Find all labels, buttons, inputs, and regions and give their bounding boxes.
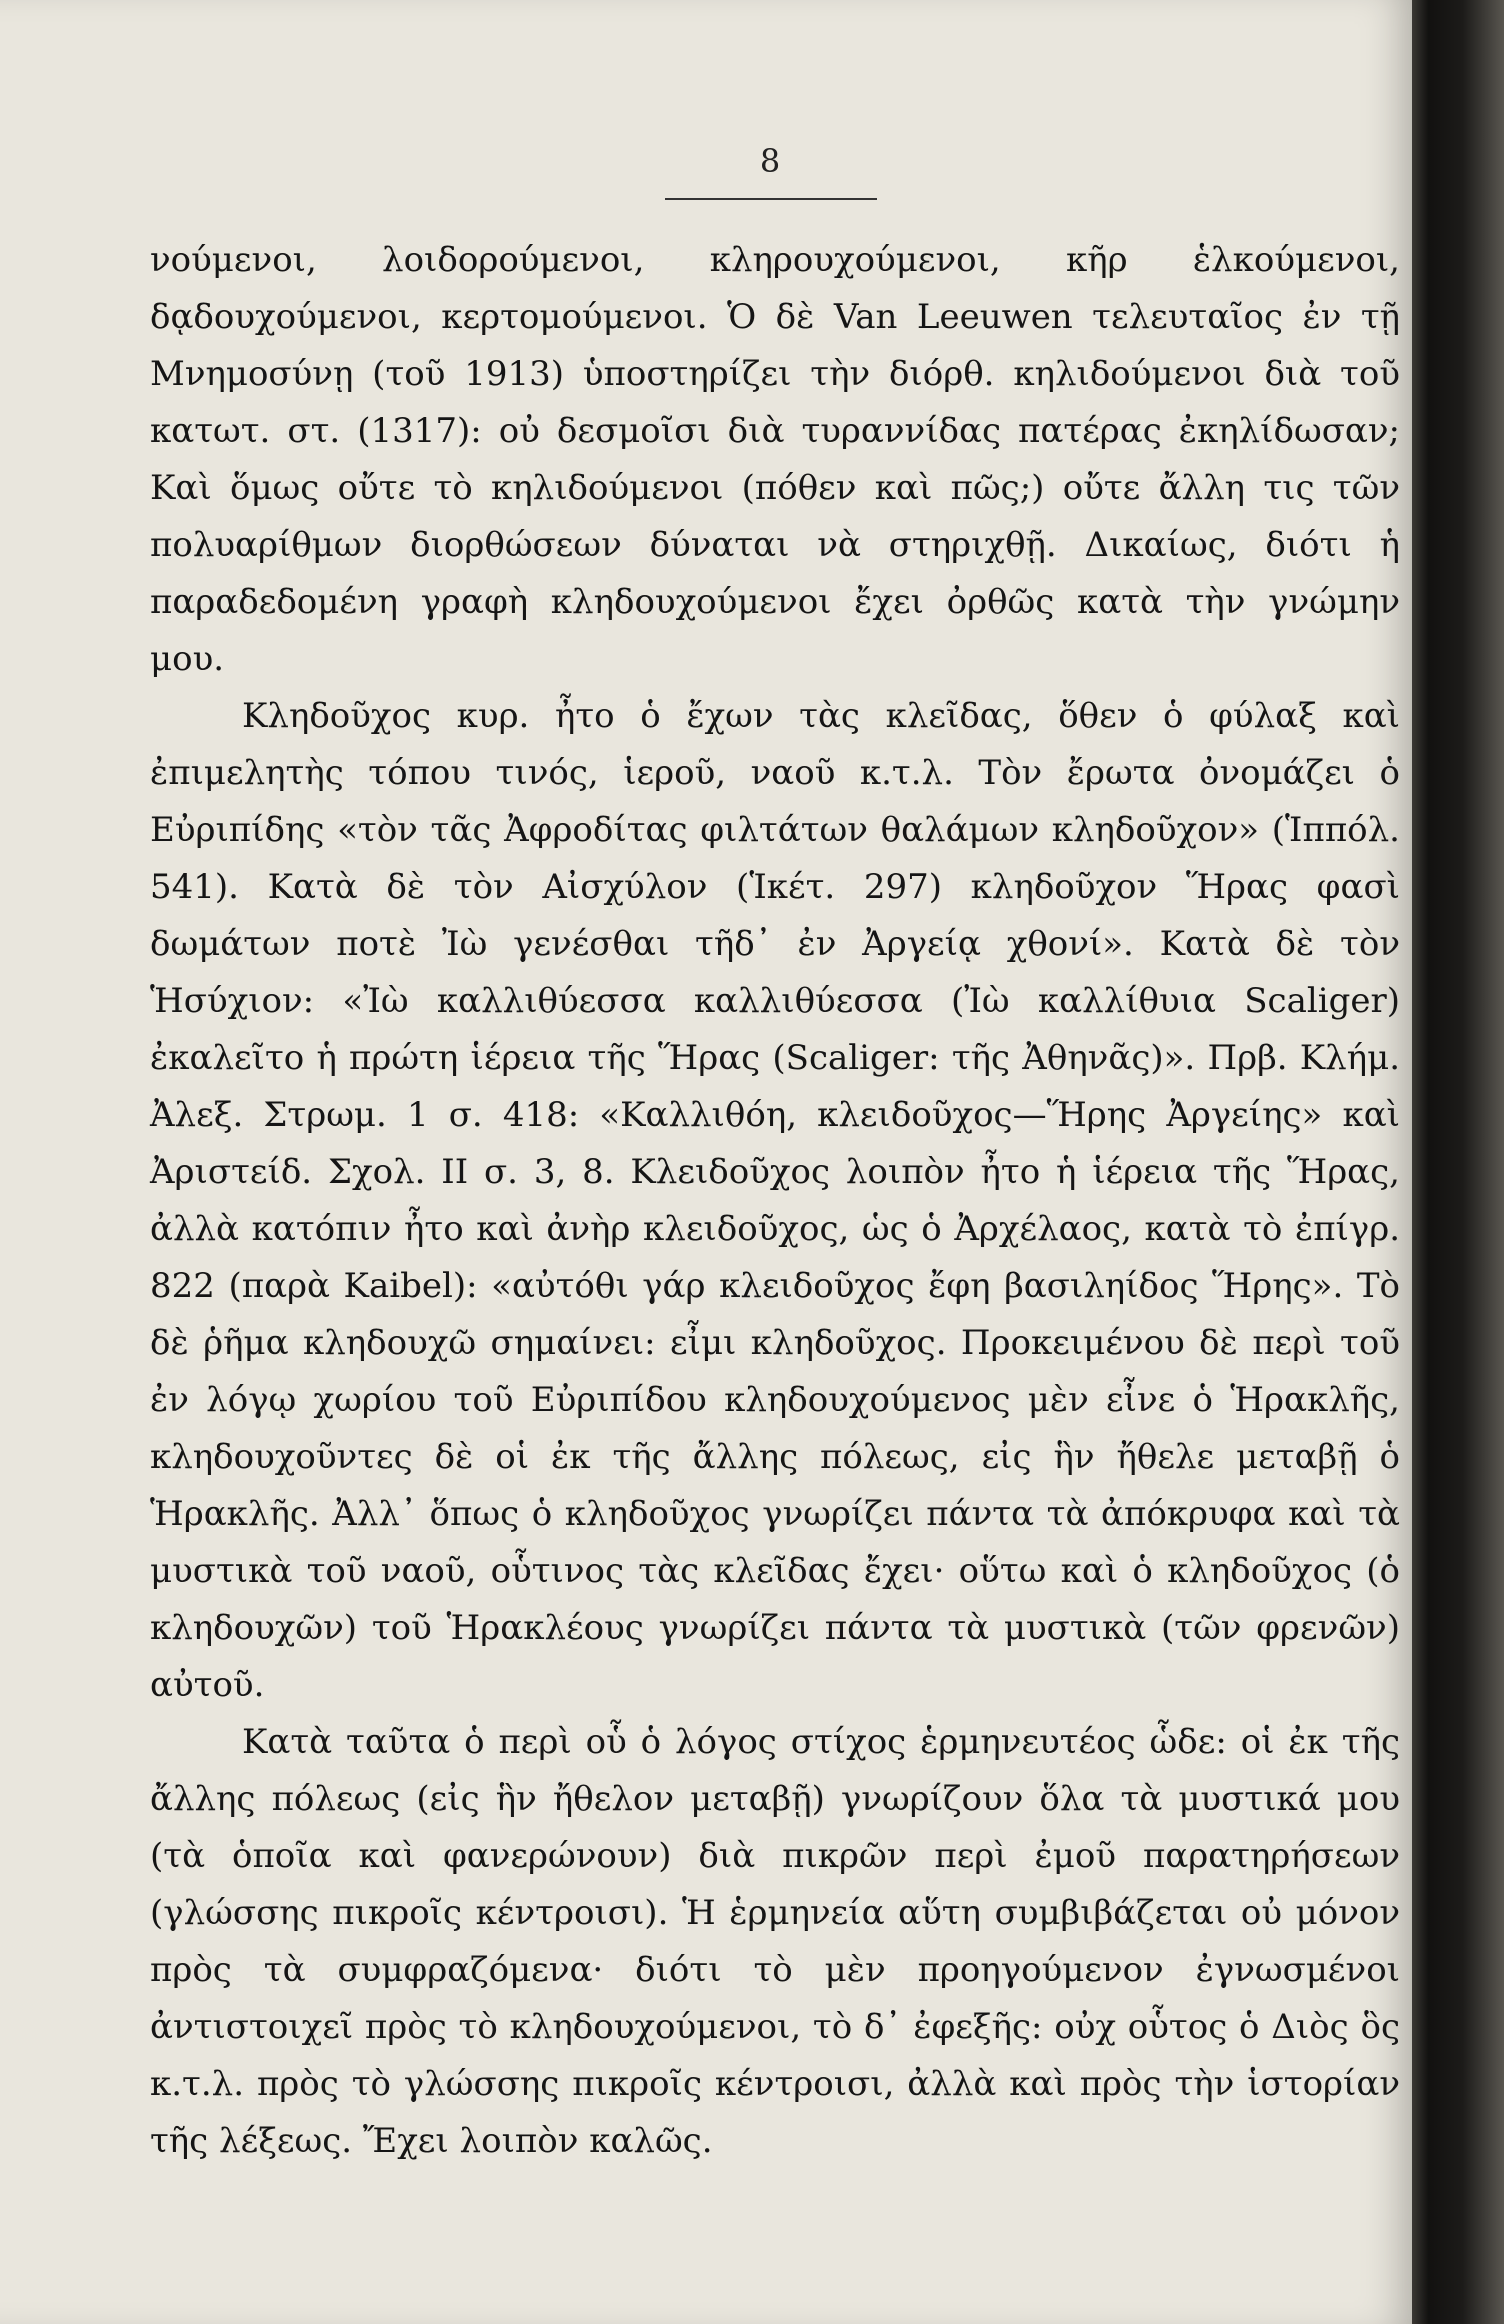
body-text bbox=[150, 232, 1400, 2170]
header-rule bbox=[665, 198, 877, 200]
paragraph-3: Κατὰ ταῦτα ὁ περὶ οὗ ὁ λόγος στίχος ἑρμηνευτέος ὧδε: οἱ ἐκ τῆς ἄλλης πόλεως (εἰς ἣν ἤθελον μεταβῇ) γνωρίζουν ὅλα τὰ μυστικά μου (τὰ ὁποῖα καὶ φανερώνουν) διὰ πικρῶν περὶ ἐμοῦ παρατηρήσεων (γλώσσης πικροῖς κέντροισι). Ἡ ἑρμηνεία αὕτη συμβιβάζεται οὐ μόνον πρὸς τὰ συμφραζόμενα· διότι τὸ μὲν προηγούμενον ἐγνωσμένοι ἀντιστοιχεῖ πρὸς τὸ κληδουχούμενοι, τὸ δ᾽ ἐφεξῆς: οὐχ οὗτος ὁ Διὸς ὃς κ.τ.λ. πρὸς τὸ γλώσσης πικροῖς κέντροισι, ἀλλὰ καὶ πρὸς τὴν ἱστορίαν τῆς λέξεως. Ἔχει λοιπὸν καλῶς. bbox=[150, 1722, 1400, 2161]
paragraph-1: νούμενοι, λοιδορούμενοι, κληρουχούμενοι, κῆρ ἑλκούμενοι, δᾳδουχούμενοι, κερτομούμενοι. Ὁ δὲ Van Leeuwen τελευταῖος ἐν τῇ Μνημοσύνῃ (τοῦ 1913) ὑποστηρίζει τὴν διόρθ. κηλιδούμενοι διὰ τοῦ κατωτ. στ. (1317): οὐ δεσμοῖσι διὰ τυραννίδας πατέρας ἐκηλίδωσαν; Καὶ ὅμως οὔτε τὸ κηλιδούμενοι (πόθεν καὶ πῶς;) οὔτε ἄλλη τις τῶν πολυαρίθμων διορθώσεων δύναται νὰ στηριχθῇ. Δικαίως, διότι ἡ παραδεδομένη γραφὴ κληδουχούμενοι ἔχει ὀρθῶς κατὰ τὴν γνώμην μου. bbox=[150, 240, 1400, 679]
book-spine-shadow bbox=[1412, 0, 1504, 2324]
paragraph-2: Κληδοῦχος κυρ. ἦτο ὁ ἔχων τὰς κλεῖδας, ὅθεν ὁ φύλαξ καὶ ἐπιμελητὴς τόπου τινός, ἱεροῦ, ναοῦ κ.τ.λ. Τὸν ἔρωτα ὀνομάζει ὁ Εὐριπίδης «τὸν τᾶς Ἀφροδίτας φιλτάτων θαλάμων κληδοῦχον» (Ἱππόλ. 541). Κατὰ δὲ τὸν Αἰσχύλον (Ἱκέτ. 297) κληδοῦχον Ἥρας φασὶ δωμάτων ποτὲ Ἰὼ γενέσθαι τῆδ᾽ ἐν Ἀργείᾳ χθονί». Κατὰ δὲ τὸν Ἡσύχιον: «Ἰὼ καλλιθύεσσα καλλιθύεσσα (Ἰὼ καλλίθυια Scaliger) ἐκαλεῖτο ἡ πρώτη ἱέρεια τῆς Ἥρας (Scaliger: τῆς Ἀθηνᾶς)». Πρβ. Κλήμ. Ἀλεξ. Στρωμ. 1 σ. 418: «Καλλιθόη, κλειδοῦχος—Ἥρης Ἀργείης» καὶ Ἀριστείδ. Σχολ. II σ. 3, 8. Κλειδοῦχος λοιπὸν ἦτο ἡ ἱέρεια τῆς Ἥρας, ἀλλὰ κατόπιν ἦτο καὶ ἀνὴρ κλειδοῦχος, ὡς ὁ Ἀρχέλαος, κατὰ τὸ ἐπίγρ. 822 (παρὰ Kaibel): «αὐτόθι γάρ κλειδοῦχος ἔφη βασιληίδος Ἥρης». Τὸ δὲ ῥῆμα κληδουχῶ σημαίνει: εἶμι κληδοῦχος. Προκειμένου δὲ περὶ τοῦ ἐν λόγῳ χωρίου τοῦ Εὐριπίδου κληδουχούμενος μὲν εἶνε ὁ Ἡρακλῆς, κληδουχοῦντες δὲ οἱ ἐκ τῆς ἄλλης πόλεως, εἰς ἣν ἤθελε μεταβῇ ὁ Ἡρακλῆς. Ἀλλ᾽ ὅπως ὁ κληδοῦχος γνωρίζει πάντα τὰ ἀπόκρυφα καὶ τὰ μυστικὰ τοῦ ναοῦ, οὗτινος τὰς κλεῖδας ἔχει· οὕτω καὶ ὁ κληδοῦχος (ὁ κληδουχῶν) τοῦ Ἡρακλέους γνωρίζει πάντα τὰ μυστικὰ (τῶν φρενῶν) αὐτοῦ. bbox=[150, 696, 1400, 1705]
page-number: 8 bbox=[759, 142, 781, 180]
